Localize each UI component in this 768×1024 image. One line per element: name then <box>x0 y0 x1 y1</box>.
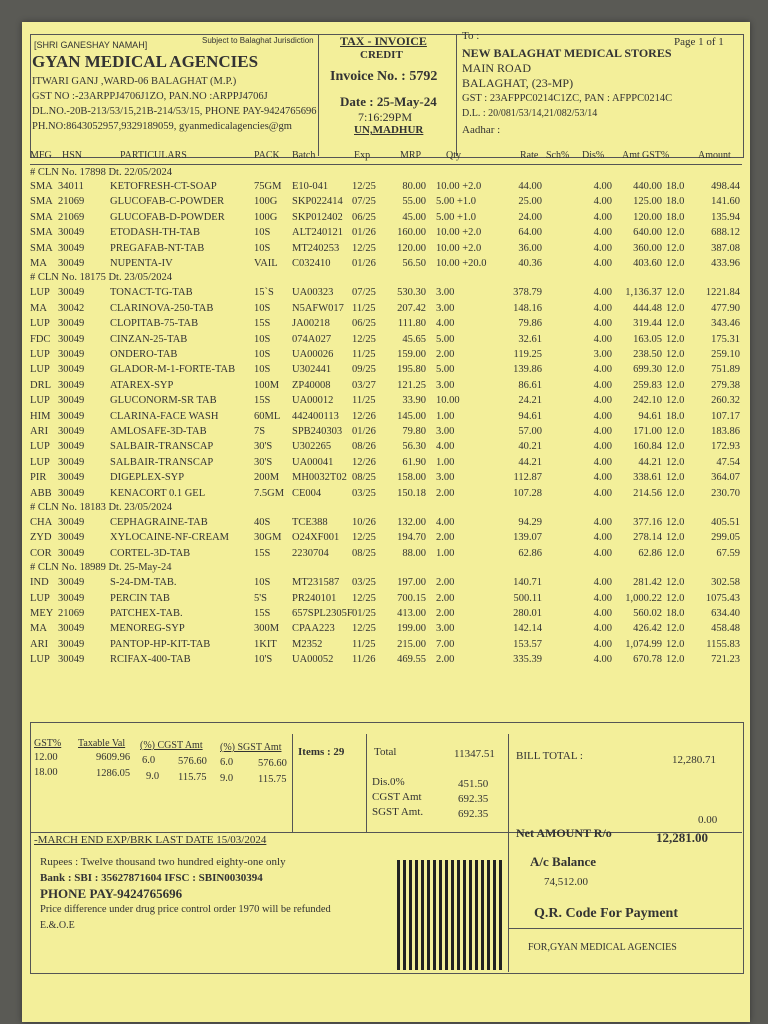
invoice-paper: [SHRI GANESHAY NAMAH] Subject to Balaghat Jurisdiction GYAN MEDICAL AGENCIES ITWARI GANJ ,WARD-06 BALAGHAT (M.P.) GST NO :-23ARPPJ4706J1ZO, PAN.NO :ARPPJ4706J DL.NO.-20B-213/53/15,21B-214/53/15, PHONE PAY-9424765696 PH.NO:8643052957,9329189059, gyanmedicalagencies@gm TAX - INVOICE CREDIT Invoice No. : 5792 Date : 25-May-24 7:16:29PM UN,MADHUR To : Page 1 of 1 NEW BALAGHAT MEDICAL STORES MAIN ROAD BALAGHAT, (23-MP) GST : 23AFPPC0214C1ZC, PAN : AFPPC0214C D.L. : 20/081/53/14,21/082/53/14 Aadhar : MFG HSN PARTICULARS PACK Batch Exp MRP Qty Rate Sch% Dis% Amt GST% Amount # CLN No. 17898 Dt. 22/05/2024 GST% Taxable Val (%) CGST Amt (%) SGST Amt 12.00 9609.96 6.0 576.60 6.0 576.60 18.00 1286.05 9.0 115.75 9.0 115.75 Items : 29 Total 11347.51 Dis.0% 451.50 CGST Amt 692.35 SGST Amt. 692.35 BILL TOTAL : 12,280.71 0.00 Net AMOUNT R/o 12,281.00 -MARCH END EXP/BRK LAST DATE 15/03/2024 Rupees : Twelve thousand two hundred eighty-one only Bank : SBI : 35627871604 IFSC : SBIN0030394 PHONE PAY-9424765696 Price difference under drug price control order 1970 will be refunded E.&.O.E A/c Balance 74,512.00 Q.R. Code For Payment FOR,GYAN MEDICAL AGENCIES SMA 34011 KETOFRESH-CT-SOAP 75GM E10-041 12/25 80.00 10.00 +2.0 44.00 4.00 440.00 18.0 498.44 SMA 21069 GLUCOFAB-C-POWDER 100G SKP022414 07/25 55.00 5.00 +1.0 25.00 4.00 125.00 18.0 141.60 SMA 21069 GLUCOFAB-D-POWDER 100G SKP012402 06/25 45.00 5.00 +1.0 24.00 4.00 120.00 18.0 135.94 SMA 30049 ETODASH-TH-TAB 10S ALT240121 01/26 160.00 10.00 +2.0 64.00 4.00 640.00 12.0 688.12 SMA 30049 PREGAFAB-NT-TAB 10S MT240253 12/25 120.00 10.00 +2.0 36.00 4.00 360.00 12.0 387.08 MA 30049 NUPENTA-IV VAIL C032410 01/26 56.50 10.00 +20.0 40.36 4.00 403.60 12.0 433.96 # CLN No. 18175 Dt. 23/05/2024 LUP 30049 TONACT-TG-TAB 15`S UA00323 07/25 530.30 3.00 378.79 4.00 1,136.37 12.0 1221.84 MA 30042 CLARINOVA-250-TAB 10S N5AFW017 11/25 207.42 3.00 148.16 4.00 444.48 12.0 477.90 LUP 30049 CLOPITAB-75-TAB 15S JA00218 06/25 111.80 4.00 79.86 4.00 319.44 12.0 343.46 FDC 30049 CINZAN-25-TAB 10S 074A027 12/25 45.65 5.00 32.61 4.00 163.05 12.0 175.31 LUP 30049 ONDERO-TAB 10S UA00026 11/25 159.00 2.00 119.25 3.00 238.50 12.0 259.10 LUP 30049 GLADOR-M-1-FORTE-TAB 10S U302441 09/25 195.80 5.00 139.86 4.00 699.30 12.0 751.89 DRL 30049 ATAREX-SYP 100M ZP40008 03/27 121.25 3.00 86.61 4.00 259.83 12.0 279.38 LUP 30049 GLUCONORM-SR TAB 15S UA00012 11/25 33.90 10.00 24.21 4.00 242.10 12.0 260.32 HIM 30049 CLARINA-FACE WASH 60ML 442400113 12/26 145.00 1.00 94.61 4.00 94.61 18.0 107.17 ARI 30049 AMLOSAFE-3D-TAB 7S SPB240303 01/26 79.80 3.00 57.00 4.00 171.00 12.0 183.86 LUP 30049 SALBAIR-TRANSCAP 30'S U302265 08/26 56.30 4.00 40.21 4.00 160.84 12.0 172.93 LUP 30049 SALBAIR-TRANSCAP 30'S UA00041 12/26 61.90 1.00 44.21 4.00 44.21 12.0 47.54 PIR 30049 DIGEPLEX-SYP 200M MH0032T02 08/25 158.00 3.00 112.87 4.00 338.61 12.0 364.07 ABB 30049 KENACORT 0.1 GEL 7.5GM CE004 03/25 150.18 2.00 107.28 4.00 214.56 12.0 230.70 # CLN No. 18183 Dt. 23/05/2024 CHA 30049 CEPHAGRAINE-TAB 40S TCE388 10/26 132.00 4.00 94.29 4.00 377.16 12.0 405.51 ZYD 30049 XYLOCAINE-NF-CREAM 30GM O24XF001 12/25 194.70 2.00 139.07 4.00 278.14 12.0 299.05 COR 30049 CORTEL-3D-TAB 15S 2230704 08/25 88.00 1.00 62.86 4.00 62.86 12.0 67.59 # CLN No. 18989 Dt. 25-May-24 IND 30049 S-24-DM-TAB. 10S MT231587 03/25 197.00 2.00 140.71 4.00 281.42 12.0 302.58 LUP 30049 PERCIN TAB 5'S PR240101 12/25 700.15 2.00 500.11 4.00 1,000.22 12.0 1075.43 MEY 21069 PATCHEX-TAB. 15S 657SPL2305F 01/25 413.00 2.00 280.01 4.00 560.02 18.0 634.40 MA 30049 MENOREG-SYP 300M CPAA223 12/25 199.00 3.00 142.14 4.00 426.42 12.0 458.48 ARI 30049 PANTOP-HP-KIT-TAB 1KIT M2352 11/25 215.00 7.00 153.57 4.00 1,074.99 12.0 1155.83 LUP 30049 RCIFAX-400-TAB 10'S UA00052 11/26 469.55 2.00 335.39 4.00 670.78 12.0 721.23 <box>22 22 750 1022</box>
gst-row-18: 18.00 <box>34 767 58 778</box>
total-label: Total <box>374 746 397 758</box>
page-indicator: Page 1 of 1 <box>674 36 724 48</box>
challan-header: # CLN No. 18175 Dt. 23/05/2024 <box>30 272 173 284</box>
ac-balance-label: A/c Balance <box>530 854 597 869</box>
cgst-value: 692.35 <box>458 793 489 805</box>
challan-header: # CLN No. 18989 Dt. 25-May-24 <box>30 562 172 574</box>
eoe: E.&.O.E <box>40 920 75 931</box>
invoice-type: TAX - INVOICE <box>340 34 427 48</box>
zero-value: 0.00 <box>698 814 718 826</box>
buyer-dl: D.L. : 20/081/53/14,21/082/53/14 <box>462 108 598 119</box>
gst-summary-headers: GST% <box>34 738 62 749</box>
to-label: To : <box>462 30 480 42</box>
buyer-gst: GST : 23AFPPC0214C1ZC, PAN : AFPPC0214C <box>462 93 673 104</box>
bill-total-label: BILL TOTAL : <box>516 750 583 762</box>
table-row: PIR 30049 DIGEPLEX-SYP 200M MH0032T02 08/25 158.00 3.00 112.87 4.00 338.61 12.0 364.07 <box>30 472 740 484</box>
table-row: LUP 30049 GLADOR-M-1-FORTE-TAB 10S U302441 09/25 195.80 5.00 139.86 4.00 699.30 12.0 751.89 <box>30 364 740 376</box>
table-row: SMA 34011 KETOFRESH-CT-SOAP 75GM E10-041 12/25 80.00 10.00 +2.0 44.00 4.00 440.00 18.0 498.44 <box>30 181 740 192</box>
for-company: FOR,GYAN MEDICAL AGENCIES <box>528 942 677 953</box>
discount-value: 451.50 <box>458 778 489 790</box>
table-row: ZYD 30049 XYLOCAINE-NF-CREAM 30GM O24XF001 12/25 194.70 2.00 139.07 4.00 278.14 12.0 299.05 <box>30 532 740 544</box>
jurisdiction-text: Subject to Balaghat Jurisdiction <box>202 36 314 45</box>
total-value: 11347.51 <box>454 748 495 760</box>
table-row: SMA 21069 GLUCOFAB-C-POWDER 100G SKP022414 07/25 55.00 5.00 +1.0 25.00 4.00 125.00 18.0 141.60 <box>30 196 740 208</box>
table-row: SMA 21069 GLUCOFAB-D-POWDER 100G SKP012402 06/25 45.00 5.00 +1.0 24.00 4.00 120.00 18.0 135.94 <box>30 211 740 223</box>
amount-in-words: Rupees : Twelve thousand two hundred eighty-one only <box>40 856 286 868</box>
table-row: IND 30049 S-24-DM-TAB. 10S MT231587 03/25 197.00 2.00 140.71 4.00 281.42 12.0 302.58 <box>30 577 740 589</box>
challan-header: # CLN No. 18183 Dt. 23/05/2024 <box>30 502 173 513</box>
table-row: MEY 21069 PATCHEX-TAB. 15S 657SPL2305F 01/25 413.00 2.00 280.01 4.00 560.02 18.0 634.40 <box>30 608 740 619</box>
table-row: DRL 30049 ATAREX-SYP 100M ZP40008 03/27 121.25 3.00 86.61 4.00 259.83 12.0 279.38 <box>30 379 740 391</box>
price-note: Price difference under drug price control order 1970 will be refunded <box>40 904 331 915</box>
invoice-time: 7:16:29PM <box>358 110 413 124</box>
seller-gst: GST NO :-23ARPPJ4706J1ZO, PAN.NO :ARPPJ4706J <box>32 91 268 102</box>
table-row: LUP 30049 PERCIN TAB 5'S PR240101 12/25 700.15 2.00 500.11 4.00 1,000.22 12.0 1075.43 <box>30 592 740 604</box>
payment-qr-code <box>397 860 502 970</box>
bank-details: Bank : SBI : 35627871604 IFSC : SBIN0030394 <box>40 872 263 884</box>
table-row: ABB 30049 KENACORT 0.1 GEL 7.5GM CE004 03/25 150.18 2.00 107.28 4.00 214.56 12.0 230.70 <box>30 487 740 499</box>
table-row: LUP 30049 GLUCONORM-SR TAB 15S UA00012 11/25 33.90 10.00 24.21 4.00 242.10 12.0 260.32 <box>30 395 740 407</box>
table-row: COR 30049 CORTEL-3D-TAB 15S 2230704 08/25 88.00 1.00 62.86 4.00 62.86 12.0 67.59 <box>30 547 740 559</box>
seller-name: GYAN MEDICAL AGENCIES <box>32 52 259 71</box>
ac-balance-value: 74,512.00 <box>544 876 588 888</box>
table-row: LUP 30049 SALBAIR-TRANSCAP 30'S UA00041 12/26 61.90 1.00 44.21 4.00 44.21 12.0 47.54 <box>30 456 740 468</box>
seller-address: ITWARI GANJ ,WARD-06 BALAGHAT (M.P.) <box>32 76 237 87</box>
table-row: MA 30049 NUPENTA-IV VAIL C032410 01/26 56.50 10.00 +20.0 40.36 4.00 403.60 12.0 433.96 <box>30 258 740 269</box>
buyer-address2: BALAGHAT, (23-MP) <box>462 76 574 90</box>
invoice-number: Invoice No. : 5792 <box>330 69 438 84</box>
items-count: Items : 29 <box>298 746 345 758</box>
table-row: HIM 30049 CLARINA-FACE WASH 60ML 442400113 12/26 145.00 1.00 94.61 4.00 94.61 18.0 107.17 <box>30 410 740 422</box>
buyer-address1: MAIN ROAD <box>462 61 531 75</box>
phone-pay: PHONE PAY-9424765696 <box>40 886 183 901</box>
totals-frame <box>30 722 744 974</box>
table-row: LUP 30049 RCIFAX-400-TAB 10'S UA00052 11/26 469.55 2.00 335.39 4.00 670.78 12.0 721.23 <box>30 654 740 666</box>
invoice-user: UN,MADHUR <box>354 124 424 136</box>
qr-payment-label: Q.R. Code For Payment <box>534 906 678 921</box>
sgst-value: 692.35 <box>458 808 489 820</box>
table-row: MA 30042 CLARINOVA-250-TAB 10S N5AFW017 11/25 207.42 3.00 148.16 4.00 444.48 12.0 477.90 <box>30 302 740 314</box>
table-row: LUP 30049 TONACT-TG-TAB 15`S UA00323 07/25 530.30 3.00 378.79 4.00 1,136.37 12.0 1221.84 <box>30 287 740 299</box>
table-row: LUP 30049 SALBAIR-TRANSCAP 30'S U302265 08/26 56.30 4.00 40.21 4.00 160.84 12.0 172.93 <box>30 441 740 453</box>
cgst-label: CGST Amt <box>372 791 422 803</box>
gst-row-12: 12.00 <box>34 752 58 763</box>
table-row: ARI 30049 AMLOSAFE-3D-TAB 7S SPB240303 01/26 79.80 3.00 57.00 4.00 171.00 12.0 183.86 <box>30 426 740 437</box>
buyer-aadhar: Aadhar : <box>462 124 501 136</box>
buyer-name: NEW BALAGHAT MEDICAL STORES <box>462 46 672 60</box>
table-row: LUP 30049 CLOPITAB-75-TAB 15S JA00218 06/25 111.80 4.00 79.86 4.00 319.44 12.0 343.46 <box>30 318 740 330</box>
sgst-label: SGST Amt. <box>372 806 424 818</box>
table-row: SMA 30049 ETODASH-TH-TAB 10S ALT240121 01/26 160.00 10.00 +2.0 64.00 4.00 640.00 12.0 688.12 <box>30 227 740 239</box>
seller-dl: DL.NO.-20B-213/53/15,21B-214/53/15, PHONE PAY-9424765696 <box>32 106 317 117</box>
table-row: CHA 30049 CEPHAGRAINE-TAB 40S TCE388 10/26 132.00 4.00 94.29 4.00 377.16 12.0 405.51 <box>30 517 740 528</box>
table-row: LUP 30049 ONDERO-TAB 10S UA00026 11/25 159.00 2.00 119.25 3.00 238.50 12.0 259.10 <box>30 349 740 360</box>
net-amount-label: Net AMOUNT R/o <box>516 826 612 840</box>
discount-label: Dis.0% <box>372 776 405 788</box>
challan-header: # CLN No. 17898 Dt. 22/05/2024 <box>30 167 173 178</box>
seller-phone: PH.NO:8643052957,9329189059, gyanmedicalagencies@gm <box>32 121 292 132</box>
bill-total-value: 12,280.71 <box>672 754 716 766</box>
invoice-date: Date : 25-May-24 <box>340 94 437 109</box>
table-row: SMA 30049 PREGAFAB-NT-TAB 10S MT240253 12/25 120.00 10.00 +2.0 36.00 4.00 360.00 12.0 387.08 <box>30 242 740 254</box>
table-row: MA 30049 MENOREG-SYP 300M CPAA223 12/25 199.00 3.00 142.14 4.00 426.42 12.0 458.48 <box>30 623 740 635</box>
net-amount-value: 12,281.00 <box>656 830 708 845</box>
table-row: ARI 30049 PANTOP-HP-KIT-TAB 1KIT M2352 11/25 215.00 7.00 153.57 4.00 1,074.99 12.0 1155.83 <box>30 638 740 650</box>
table-header: MFG HSN PARTICULARS PACK Batch Exp MRP Qty Rate Sch% Dis% Amt GST% Amount <box>30 150 731 161</box>
blessing-text: [SHRI GANESHAY NAMAH] <box>34 40 148 50</box>
invoice-mode: CREDIT <box>360 49 403 61</box>
march-end-note: -MARCH END EXP/BRK LAST DATE 15/03/2024 <box>34 834 267 846</box>
table-row: FDC 30049 CINZAN-25-TAB 10S 074A027 12/25 45.65 5.00 32.61 4.00 163.05 12.0 175.31 <box>30 333 740 345</box>
